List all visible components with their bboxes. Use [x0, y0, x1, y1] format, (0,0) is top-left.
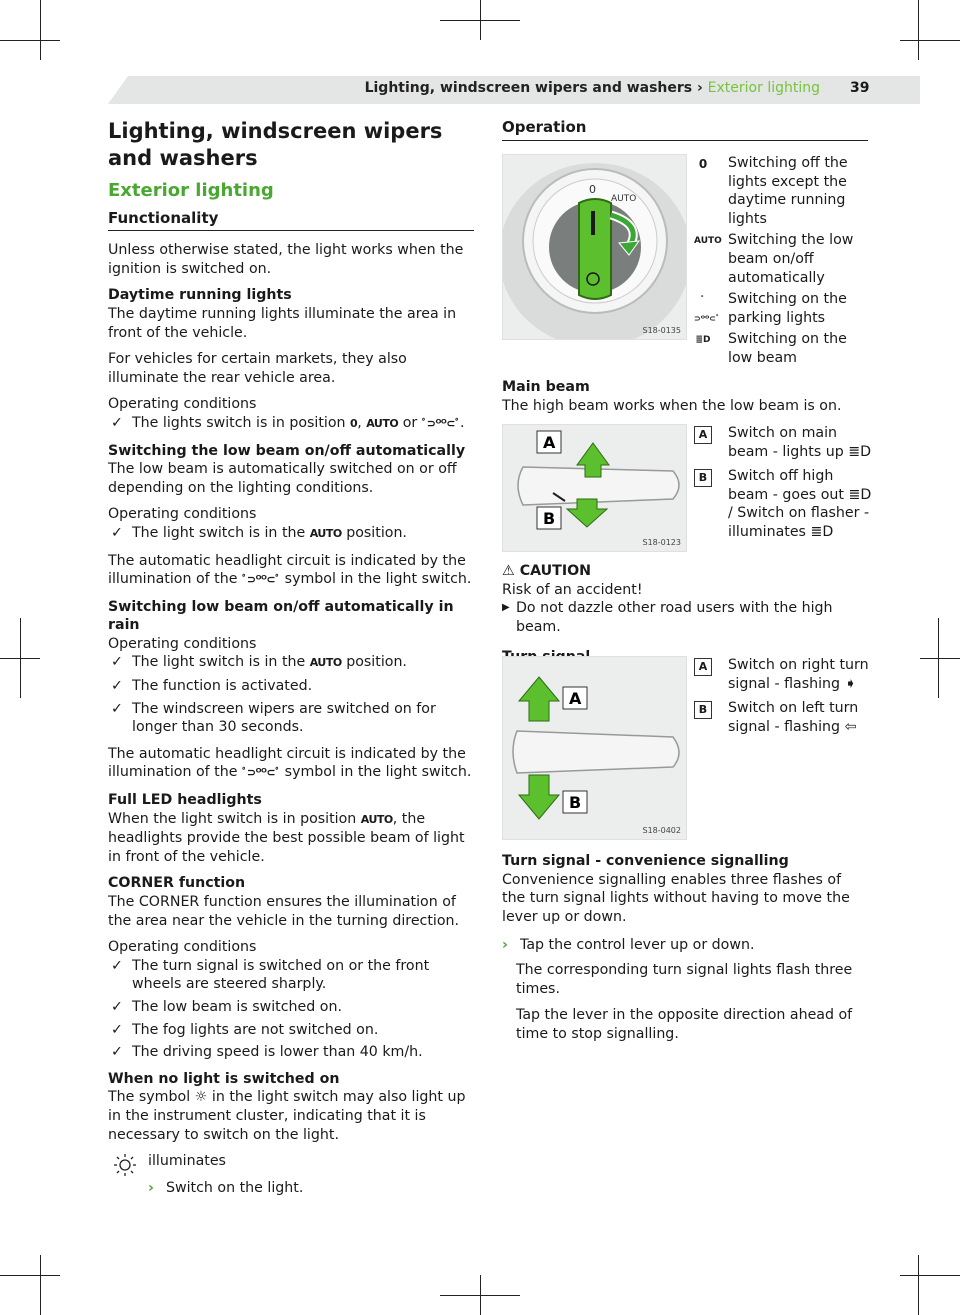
drl-text: The daytime running lights illuminate the area in front of the vehicle. — [108, 305, 457, 341]
legend-item: ﾟ⊃ᴼᴼ⊂ﾟ Switching on the parking lights — [694, 291, 847, 326]
check-icon: ✓ — [111, 414, 123, 431]
convenience-section — [502, 852, 868, 1051]
condition-item: ✓ The lights switch is in position 0, AUTO or ﾟ⊃ᴼᴼ⊂ﾟ. — [111, 414, 465, 431]
check-icon: ✓ — [111, 957, 123, 974]
svg-text:B: B — [569, 793, 582, 812]
figure-code: S18-0402 — [642, 826, 681, 835]
lever-illustration — [503, 425, 686, 551]
svg-text:B: B — [543, 509, 556, 528]
turn-lever-illustration — [503, 657, 686, 839]
caution-section — [502, 562, 868, 667]
parking-light-icon: ﾟ⊃ᴼᴼ⊂ﾟ — [421, 416, 460, 430]
arrow-icon: › — [148, 1179, 154, 1196]
corner-text: The CORNER function ensures the illumination of the area near the vehicle in the turning direction. — [108, 894, 460, 929]
check-icon: ✓ — [111, 1021, 123, 1038]
no-light-title: When no light is switched on — [108, 1070, 340, 1087]
legend-item: B Switch on left turn signal - flashing ⇦ — [694, 699, 874, 736]
operation-legend — [694, 154, 874, 371]
check-icon: ✓ — [111, 654, 123, 671]
condition-item: ✓ The low beam is switched on. — [111, 998, 342, 1015]
light-warning-icon — [112, 1152, 138, 1178]
led-title: Full LED headlights — [108, 792, 262, 809]
intro-text: Unless otherwise stated, the light works when the ignition is switched on. — [108, 242, 464, 277]
drl-text-2: For vehicles for certain markets, they also illuminate the rear vehicle area. — [108, 351, 407, 386]
rain-title: Switching low beam on/off automatically in rain — [108, 598, 454, 634]
parking-light-icon: ﾟ⊃ᴼᴼ⊂ﾟ — [241, 573, 281, 587]
check-icon: ✓ — [111, 1044, 123, 1061]
illuminates-block — [108, 1152, 474, 1197]
left-column: Lighting, windscreen wipers and washers Exterior lighting Functionality Unless otherwise stated, the light works when the ignition is switched on. Daytime running lights The daytime running lights illuminate the area in front of the vehicle. For vehicles for certain markets, they also illuminate the rear vehicle area. Operating conditions ✓ The lights switch is in position 0, AUTO or ﾟ⊃ᴼᴼ⊂ﾟ. Switching the low beam on/off automatically The low beam is automatically switched on or off depending on the lighting conditions. Operating conditions ✓ The light switch is in the AUTO position. The automatic headlight circuit is indicated by the illumination of the ﾟ⊃ᴼᴼ⊂ﾟ symbol in the light switch. Switching low beam on/off automatically in rain Operating conditions ✓ The light switch is in the AUTO position. ✓ The function is activated. ✓ The windscreen wipers are switched on for longer than 30 seconds. The automatic headlight circuit is indicated by the illumination of the ﾟ⊃ᴼᴼ⊂ﾟ symbol in the light switch. Full LED headlights When the light switch is in position AUTO, the headlights provide the best possible beam of light in front of the vehicle. CORNER function The CORNER function ensures the illumination of the area near the vehicle in the turning direction. Operating conditions ✓ The turn signal is switched on or the front wheels are steered sharply. ✓ The low beam is switched on. ✓ The fog lights are not switched on. ✓ The driving speed is lower than 40 km/h. When no light is switched on The symbol ☼ in the light switch may also light up in the instrument cluster, indicating that it is necessary to switch on the light. illuminates › Switch on the light. — [108, 118, 474, 1197]
legend-item: A Switch on right turn signal - flashing ➧ — [694, 656, 874, 693]
rain-indicator-text: The automatic headlight circuit is indicated by the illumination of the ﾟ⊃ᴼᴼ⊂ﾟ symbol in the light switch. — [108, 745, 472, 781]
legend-item: ≣D Switching on the low beam — [695, 331, 847, 366]
illuminates-label: illuminates — [148, 1153, 226, 1170]
action-item: › Tap the control lever up or down. — [502, 937, 755, 954]
auto-symbol: AUTO — [366, 416, 399, 430]
no-light-text: The symbol ☼ in the light switch may also light up in the instrument cluster, indicating that it is necessary to switch on the light. — [108, 1089, 466, 1143]
auto-text: The low beam is automatically switched on or off depending on the lighting conditions. — [108, 461, 457, 496]
parking-light-icon: ﾟ⊃ᴼᴼ⊂ﾟ — [241, 766, 281, 780]
convenience-title: Turn signal - convenience signalling — [502, 853, 789, 869]
operating-conditions-label: Operating conditions — [108, 396, 257, 413]
check-icon: ✓ — [111, 678, 123, 695]
main-beam-text: The high beam works when the low beam is on. — [502, 397, 842, 414]
caution-title: ⚠ CAUTION — [502, 563, 592, 579]
caution-text: Risk of an accident! — [502, 581, 643, 598]
main-beam-title: Main beam — [502, 379, 590, 395]
check-icon: ✓ — [111, 524, 123, 541]
legend-item: AUTO Switching the low beam on/off automatically — [694, 232, 854, 286]
light-switch-figure — [502, 154, 687, 340]
figure-code: S18-0135 — [642, 326, 681, 335]
page-title: Lighting, windscreen wipers and washers — [108, 119, 443, 170]
convenience-text: Convenience signalling enables three flashes of the turn signal lights without having to move the lever up or down. — [502, 871, 850, 925]
warning-icon: ⚠ — [502, 563, 515, 579]
section-title: Exterior lighting — [108, 180, 274, 201]
condition-item: ✓ The light switch is in the AUTO position. — [111, 524, 407, 541]
svg-text:A: A — [543, 433, 556, 452]
auto-symbol: AUTO — [309, 656, 342, 670]
condition-item: ✓ The function is activated. — [111, 678, 313, 695]
convenience-stop: Tap the lever in the opposite direction ahead of time to stop signalling. — [516, 1007, 853, 1042]
turn-signal-legend — [694, 656, 874, 739]
convenience-result: The corresponding turn signal lights flash three times. — [516, 961, 853, 997]
subsection-title: Functionality — [108, 209, 474, 232]
figure-code: S18-0123 — [642, 538, 681, 547]
legend-item: B Switch off high beam - goes out ≣D / Switch on flasher - illuminates ≣D — [694, 467, 874, 541]
legend-item: A Switch on main beam - lights up ≣D — [694, 424, 874, 461]
condition-item: ✓ The turn signal is switched on or the front wheels are steered sharply. — [111, 957, 430, 993]
main-beam-figure — [502, 424, 687, 552]
drl-title: Daytime running lights — [108, 287, 292, 304]
auto-title: Switching the low beam on/off automatically — [108, 442, 466, 459]
corner-title: CORNER function — [108, 875, 246, 892]
auto-symbol: AUTO — [309, 526, 342, 540]
light-switch-illustration — [503, 155, 686, 339]
condition-item: ✓ The fog lights are not switched on. — [111, 1021, 379, 1038]
svg-text:AUTO: AUTO — [611, 194, 637, 204]
header-chapter: Lighting, windscreen wipers and washers — [364, 80, 693, 96]
condition-item: ✓ The windscreen wipers are switched on for longer than 30 seconds. — [111, 700, 436, 736]
position-0-symbol: 0 — [350, 416, 358, 430]
running-header: Lighting, windscreen wipers and washers › Exterior lighting — [364, 80, 820, 96]
sun-icon: ☼ — [194, 1089, 208, 1106]
caution-item: ▶ Do not dazzle other road users with the high beam. — [502, 600, 833, 635]
legend-item: 0 Switching off the lights except the daytime running lights — [698, 155, 848, 227]
arrow-icon: › — [502, 937, 508, 954]
condition-item: ✓ The driving speed is lower than 40 km/h. — [111, 1044, 423, 1061]
triangle-bullet-icon: ▶ — [502, 602, 510, 614]
turn-signal-figure — [502, 656, 687, 840]
auto-symbol: AUTO — [360, 812, 393, 826]
action-item: › Switch on the light. — [148, 1179, 304, 1196]
check-icon: ✓ — [111, 998, 123, 1015]
operation-heading: Operation — [502, 118, 868, 141]
check-icon: ✓ — [111, 700, 123, 717]
main-beam-legend — [694, 424, 874, 545]
right-column — [502, 118, 868, 141]
svg-text:A: A — [569, 689, 582, 708]
header-section: Exterior lighting — [707, 80, 820, 96]
condition-item: ✓ The light switch is in the AUTO position. — [111, 654, 407, 671]
main-beam-section — [502, 378, 868, 415]
page-number: 39 — [850, 80, 870, 96]
led-text: When the light switch is in position AUTO, the headlights provide the best possible beam of light in front of the vehicle. — [108, 810, 465, 865]
auto-indicator-text: The automatic headlight circuit is indicated by the illumination of the ﾟ⊃ᴼᴼ⊂ﾟ symbol in the light switch. — [108, 552, 472, 588]
svg-text:0: 0 — [589, 183, 596, 196]
